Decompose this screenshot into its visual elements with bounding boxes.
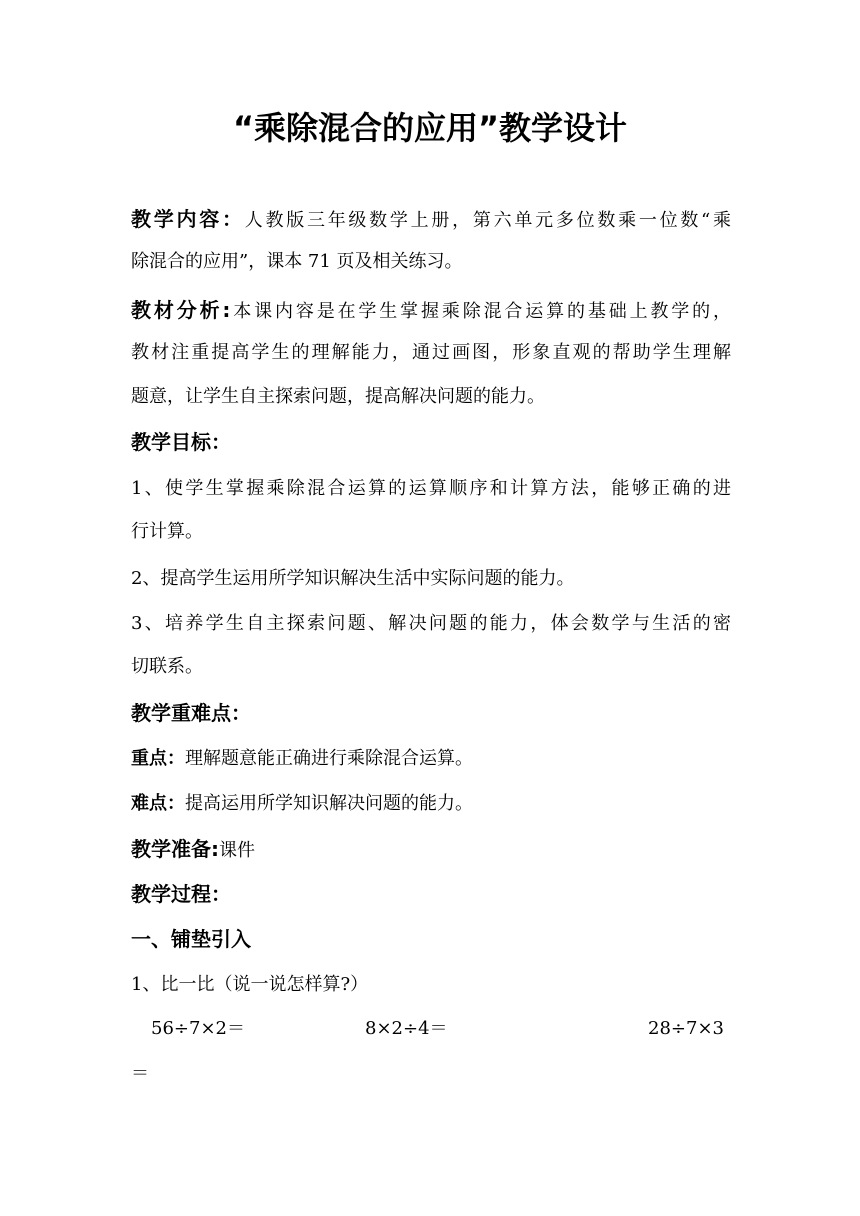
formula-3-equals: ＝ xyxy=(131,1063,149,1084)
step-1: 1、比一比（说一说怎样算?） xyxy=(131,974,369,995)
goals-heading: 教学目标： xyxy=(131,430,231,454)
process-heading: 教学过程： xyxy=(131,882,231,906)
analysis-line-1 xyxy=(131,297,731,325)
key-point-line xyxy=(131,746,731,772)
key-point-label: 重点： xyxy=(131,748,185,769)
section-1-heading: 一、铺垫引入 xyxy=(131,927,251,951)
difficult-point-label: 难点： xyxy=(131,793,185,814)
goal-1-line-1: 1、使学生掌握乘除混合运算的运算顺序和计算方法，能够正确的进 xyxy=(131,478,731,499)
analysis-text-1: 本课内容是在学生掌握乘除混合运算的基础上教学的， xyxy=(230,301,732,322)
goal-3-line-1: 3、培养学生自主探索问题、解决问题的能力，体会数学与生活的密 xyxy=(131,613,731,634)
difficult-point-line xyxy=(131,791,731,817)
formula-3: 28÷7×3 xyxy=(648,1018,724,1039)
analysis-line-2: 教材注重提高学生的理解能力，通过画图，形象直观的帮助学生理解 xyxy=(131,342,731,363)
document-title: “乘除混合的应用”教学设计 xyxy=(232,109,628,147)
formula-1: 56÷7×2＝ xyxy=(151,1018,245,1039)
analysis-line-3: 题意，让学生自主探索问题，提高解决问题的能力。 xyxy=(131,386,545,407)
preparation-label: 教学准备: xyxy=(131,837,219,861)
key-points-heading: 教学重难点： xyxy=(131,701,251,725)
preparation-line xyxy=(131,836,731,864)
formula-2: 8×2÷4＝ xyxy=(365,1018,448,1039)
goal-1-line-2: 行计算。 xyxy=(131,521,203,542)
difficult-point-text: 提高运用所学知识解决问题的能力。 xyxy=(185,793,473,814)
analysis-label: 教材分析: xyxy=(131,298,231,322)
content-line-1 xyxy=(131,206,731,234)
content-label: 教学内容： xyxy=(131,207,245,231)
key-point-text: 理解题意能正确进行乘除混合运算。 xyxy=(185,748,473,769)
preparation-text: 课件 xyxy=(219,840,255,861)
content-text-1: 人教版三年级数学上册，第六单元多位数乘一位数“乘 xyxy=(244,210,732,231)
content-line-2: 除混合的应用”，课本 71 页及相关练习。 xyxy=(131,251,463,272)
goal-2: 2、提高学生运用所学知识解决生活中实际问题的能力。 xyxy=(131,568,575,589)
goal-3-line-2: 切联系。 xyxy=(131,656,203,677)
